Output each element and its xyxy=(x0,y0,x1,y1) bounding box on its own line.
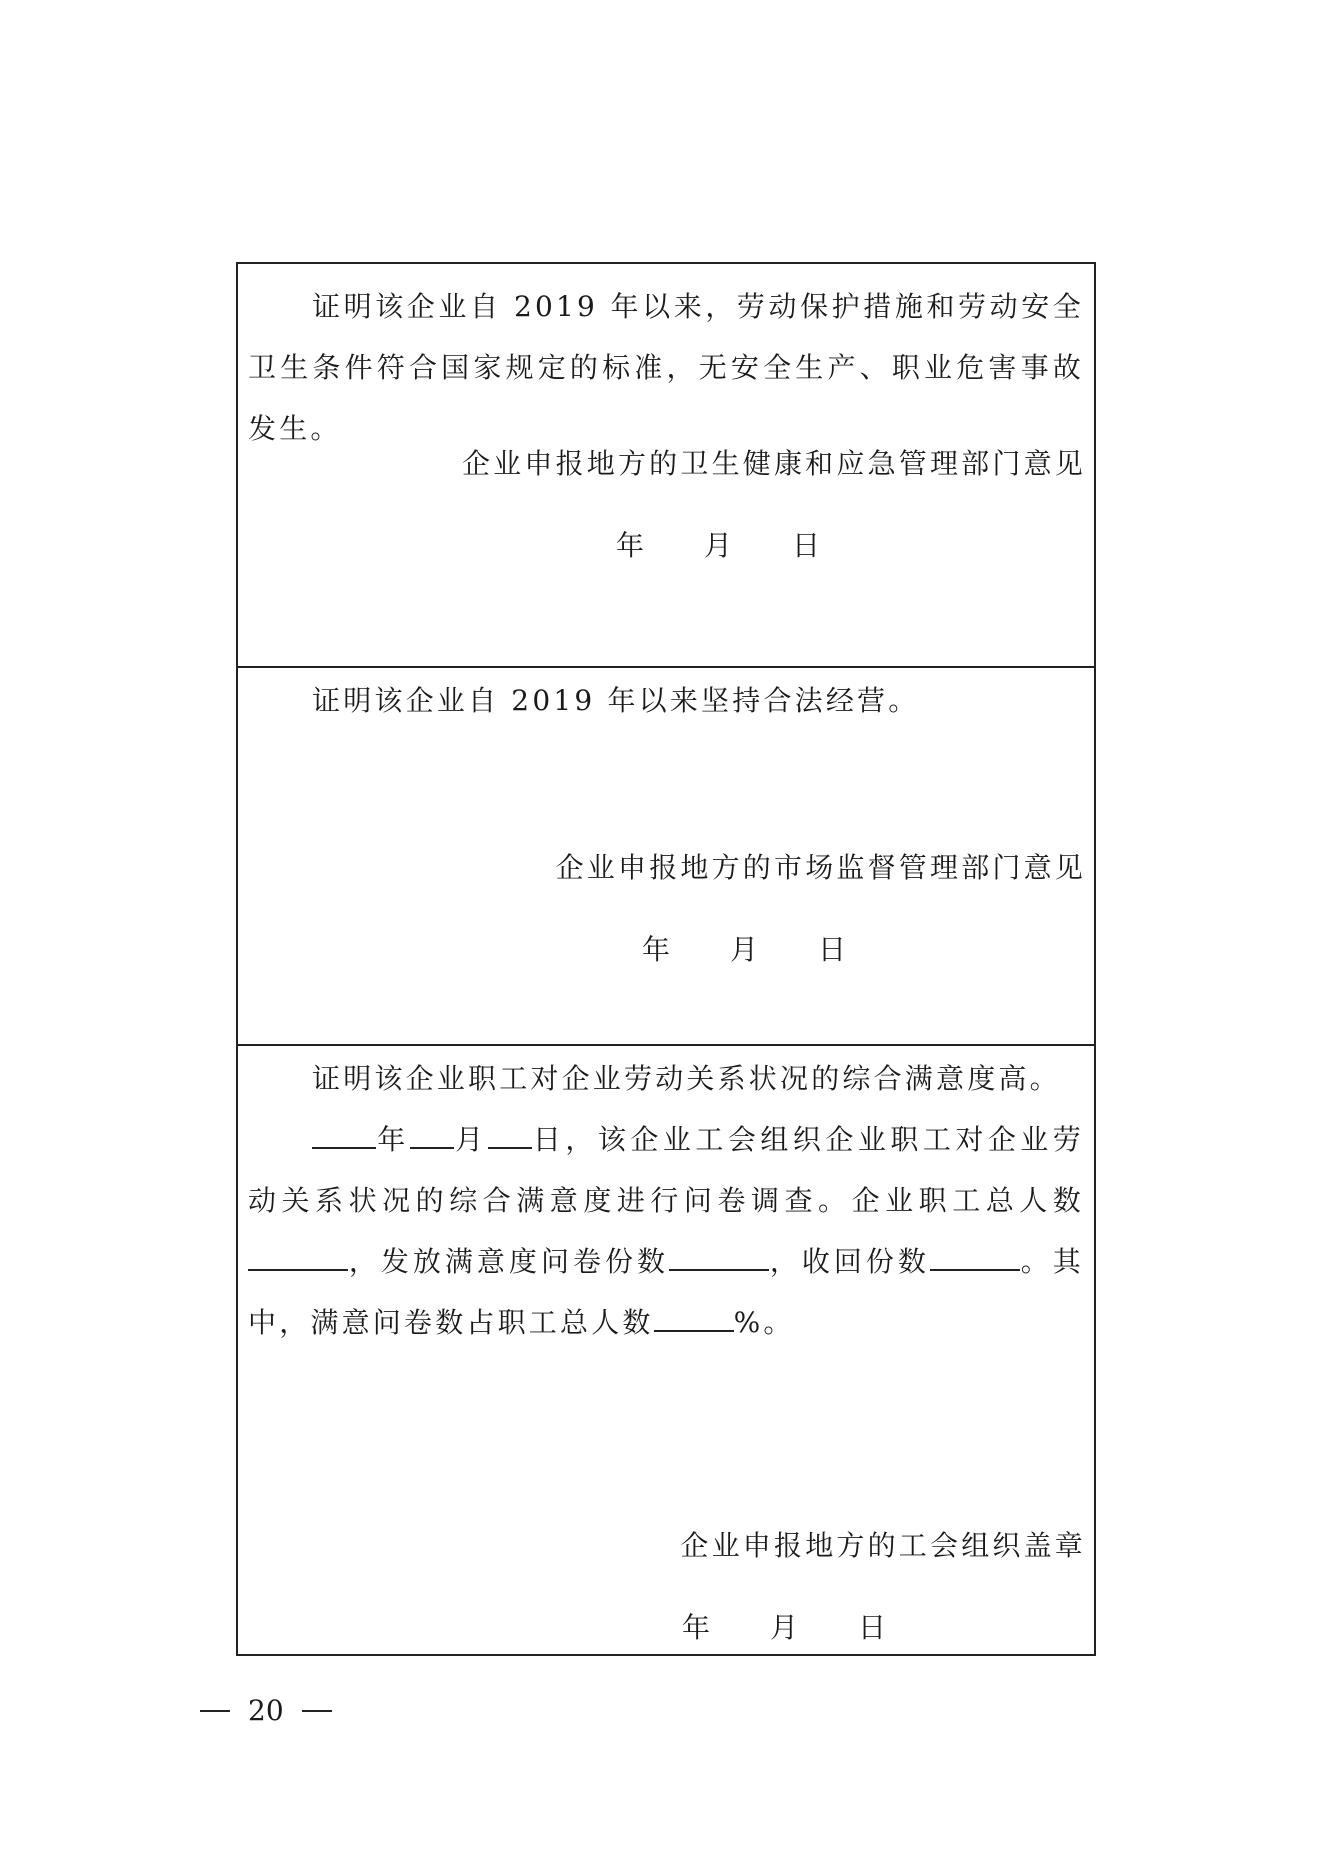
year-text: 年 xyxy=(376,1123,410,1156)
comma-text: ， xyxy=(348,1245,381,1278)
issued-label: 发放满意度问卷份数 xyxy=(380,1245,670,1278)
day-label: 日 xyxy=(818,933,847,966)
month-label: 月 xyxy=(704,529,733,562)
date-line xyxy=(682,1606,886,1646)
month-label: 月 xyxy=(770,1611,799,1644)
satisfied-label: 。其中，满意问卷数占职工总人数 xyxy=(248,1245,1084,1339)
month-blank[interactable] xyxy=(410,1123,454,1149)
returned-label: ，收回份数 xyxy=(769,1245,930,1278)
year-label: 年 xyxy=(682,1611,711,1644)
survey-paragraph xyxy=(248,1109,1084,1353)
health-emergency-section xyxy=(238,264,1094,666)
health-safety-statement: 证明该企业自 2019 年以来，劳动保护措施和劳动安全卫生条件符合国家规定的标准，无安全生产、职业危害事故发生。 xyxy=(248,290,1084,445)
year-blank[interactable] xyxy=(312,1123,376,1149)
day-label: 日 xyxy=(792,529,821,562)
year-label: 年 xyxy=(642,933,671,966)
day-label: 日 xyxy=(858,1611,887,1644)
returned-count-blank[interactable] xyxy=(930,1245,1020,1271)
satisfied-percent-blank[interactable] xyxy=(654,1306,734,1332)
trade-union-section xyxy=(238,1044,1094,1656)
page-number xyxy=(200,1694,332,1727)
year-label: 年 xyxy=(616,529,645,562)
date-line xyxy=(642,928,846,968)
satisfaction-statement: 证明该企业职工对企业劳动关系状况的综合满意度高。 xyxy=(312,1062,1061,1095)
health-emergency-department-label: 企业申报地方的卫生健康和应急管理部门意见 xyxy=(461,447,1086,480)
page-number-text: 20 xyxy=(248,1694,284,1727)
day-blank[interactable] xyxy=(488,1123,532,1149)
dash-right xyxy=(302,1710,332,1712)
legal-operation-statement: 证明该企业自 2019 年以来坚持合法经营。 xyxy=(312,684,920,717)
month-text: 月 xyxy=(453,1123,488,1156)
form-table xyxy=(236,262,1096,1656)
market-supervision-department-label: 企业申报地方的市场监督管理部门意见 xyxy=(555,851,1086,884)
dash-left xyxy=(200,1710,230,1712)
month-label: 月 xyxy=(730,933,759,966)
day-text: 日，该企业工会组织企业职工对企业劳动关系状况的综合满意度进行问卷调查。企业职工总人数 xyxy=(248,1123,1085,1217)
percent-text: %。 xyxy=(733,1306,795,1339)
total-employees-blank[interactable] xyxy=(248,1245,348,1271)
market-supervision-section xyxy=(238,666,1094,1044)
date-line xyxy=(616,524,820,564)
issued-count-blank[interactable] xyxy=(669,1245,769,1271)
trade-union-seal-label: 企业申报地方的工会组织盖章 xyxy=(680,1529,1086,1562)
